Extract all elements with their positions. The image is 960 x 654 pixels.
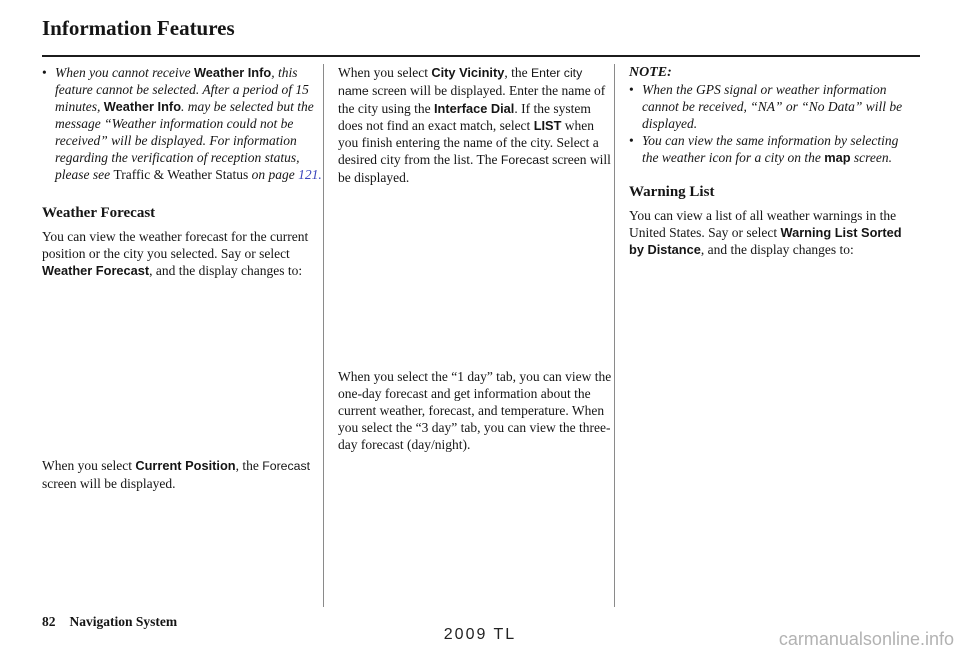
text-run: When you select	[338, 65, 432, 80]
text-run: , this feature cannot be selected. After a period of 15 minutes,	[55, 65, 309, 114]
bullet-marker: •	[629, 133, 634, 148]
column-2	[324, 64, 614, 606]
footer-page-number: 82	[42, 614, 56, 629]
text-run: , the	[504, 65, 531, 80]
text-run: screen will be displayed.	[42, 476, 176, 491]
bullet-marker: •	[629, 82, 634, 97]
column-1	[42, 64, 323, 606]
ui-term-current-position: Current Position	[135, 458, 236, 473]
screen-name-enter-city-name: Enter city name	[338, 66, 583, 98]
text-run: When you select	[42, 458, 136, 473]
text-run: . If the system does not find an exact match, select	[338, 101, 591, 133]
section-reference: Traffic & Weather Status	[113, 167, 249, 182]
ui-term-city-vicinity: City Vicinity	[431, 65, 505, 80]
paragraph-city-vicinity	[338, 64, 614, 186]
image-placeholder	[338, 186, 614, 368]
ui-term-weather-info: Weather Info	[103, 99, 182, 114]
text-run: screen will be displayed. Enter the name of the city using the	[338, 83, 606, 116]
spacer	[42, 183, 323, 205]
ui-term-interface-dial: Interface Dial	[433, 101, 515, 116]
ui-term-map: map	[824, 150, 851, 165]
text-run: , and the display changes to:	[700, 242, 854, 257]
screen-name-forecast: Forecast	[262, 459, 311, 473]
spacer	[629, 166, 907, 184]
ui-term-list: LIST	[533, 118, 562, 133]
ui-term-weather-info: Weather Info	[193, 65, 272, 80]
bullet-marker: •	[42, 65, 47, 80]
text-run: When you cannot receive	[55, 65, 194, 80]
footer-model-label: 2009 TL	[443, 626, 517, 643]
ui-term-warning-list-sorted: Warning List Sorted by Distance	[629, 225, 902, 257]
text-run: You can view the same information by selecting the weather icon for a city on the	[642, 133, 899, 165]
image-placeholder	[42, 279, 323, 457]
ui-term-weather-forecast: Weather Forecast	[42, 263, 150, 278]
text-run: , the	[235, 458, 263, 473]
note-weather-info	[42, 64, 323, 183]
text-run: , and the display changes to:	[149, 263, 303, 278]
paragraph-forecast-tabs: When you select the “1 day” tab, you can view the one-day forecast and get information about the current weather, forecast, and temperature. When you select the “3 day” tab, you can view the three-day forecast (day/night).	[338, 369, 612, 452]
text-run: When the GPS signal or weather information cannot be received, “NA” or “No Data” will be displayed.	[642, 82, 903, 131]
text-run: screen.	[850, 150, 893, 165]
watermark: carmanualsonline.info	[778, 629, 954, 649]
text-run: on page	[248, 167, 299, 182]
column-3	[615, 64, 907, 606]
page-title: Information Features	[42, 16, 235, 40]
note-gps-signal	[629, 81, 907, 132]
content-columns	[42, 64, 930, 606]
heading-warning-list: Warning List	[629, 184, 715, 200]
text-run: You can view the weather forecast for the current position or the city you selected. Say or select	[42, 229, 309, 261]
screen-name-forecast: Forecast	[500, 153, 549, 167]
text-run: You can view a list of all weather warnings in the United States. Say or select	[629, 208, 897, 240]
paragraph-warning-list	[629, 207, 907, 258]
paragraph-current-position	[42, 457, 323, 492]
heading-weather-forecast: Weather Forecast	[42, 205, 156, 221]
paragraph-weather-forecast	[42, 228, 323, 279]
page-link-121[interactable]: 121.	[298, 167, 322, 182]
note-title: NOTE:	[629, 65, 672, 80]
header-rule	[42, 55, 920, 57]
note-weather-icon	[629, 132, 907, 166]
text-run: screen will be displayed.	[338, 152, 611, 185]
footer-section-label: Navigation System	[69, 614, 178, 629]
text-run: when you finish entering the name of the city. Select a desired city from the list. The	[338, 118, 599, 167]
text-run: . may be selected but the message “Weather information could not be received” will be displayed. For information regarding the verification of reception status, please see	[55, 99, 314, 182]
